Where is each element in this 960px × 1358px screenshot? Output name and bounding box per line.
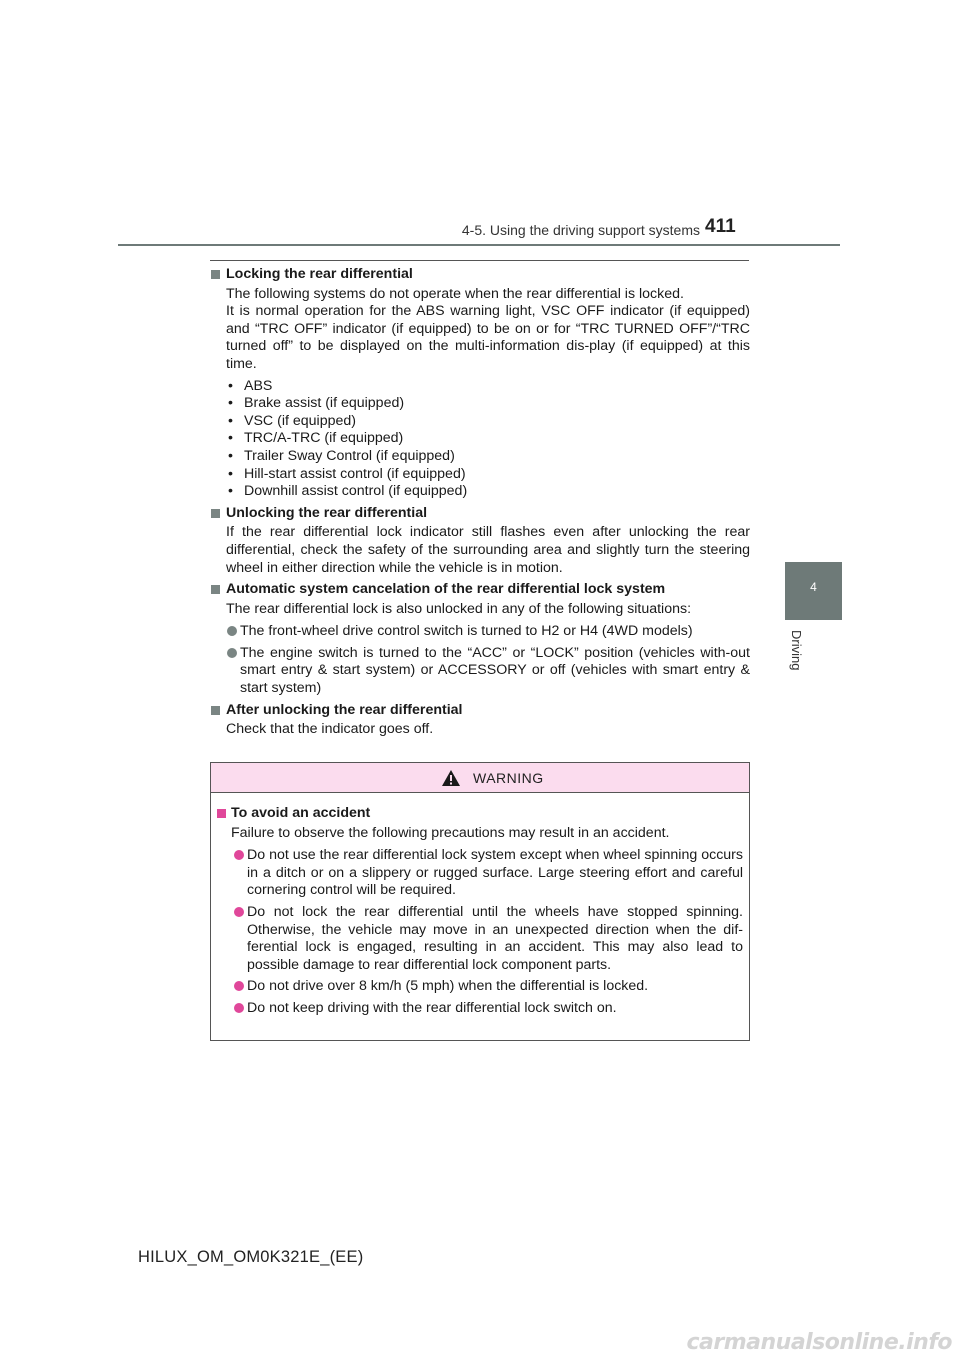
- circle-bullet-icon: [234, 907, 244, 917]
- list-item: • ABS: [228, 377, 273, 394]
- situation-list: [210, 623, 750, 697]
- warning-heading: [217, 805, 743, 823]
- warning-header: [211, 763, 749, 793]
- dot-bullet-icon: •: [228, 465, 233, 482]
- warning-intro: Failure to observe the following precautions may result in an accident.: [231, 824, 670, 841]
- list-item: • Trailer Sway Control (if equipped): [228, 447, 455, 464]
- heading-text: Locking the rear differential: [226, 266, 413, 282]
- paragraph: The rear differential lock is also unlocked in any of the following situations:: [226, 600, 692, 617]
- heading-text: Automatic system cancelation of the rear differential lock system: [226, 581, 666, 598]
- circle-bullet-icon: [234, 1003, 244, 1013]
- section-unlocking: [210, 505, 750, 577]
- list-item: Do not lock the rear differential until the wheels have stopped spinning. Otherwise, the vehicle may move in an unexpected direction when the dif-ferential lock is engaged, resulting in an accident. This may also lead to possible damage to rear differential lock component parts.: [217, 904, 743, 974]
- warning-box: [210, 762, 750, 1041]
- content-top-rule: [210, 260, 749, 261]
- list-item: • Brake assist (if equipped): [228, 395, 405, 412]
- heading-text: To avoid an accident: [231, 805, 371, 821]
- section-title: 4-5. Using the driving support systems: [461, 222, 700, 238]
- square-bullet-icon: [211, 509, 220, 518]
- dot-bullet-icon: •: [228, 447, 233, 464]
- section-heading: [210, 581, 750, 599]
- watermark[interactable]: [686, 1320, 960, 1358]
- list-item: Do not use the rear differential lock system except when wheel spinning occurs in a ditch or on a slippery or rugged surface. Large steering effort and careful cornering control will be required.: [217, 847, 743, 900]
- circle-bullet-icon: [227, 626, 237, 636]
- list-item: The front-wheel drive control switch is turned to H2 or H4 (4WD models): [210, 623, 750, 641]
- dot-bullet-icon: •: [228, 395, 233, 412]
- chapter-label: [788, 630, 808, 690]
- paragraph: It is normal operation for the ABS warning light, VSC OFF indicator (if equipped) and “TRC OFF” indicator (if equipped) to be on or for “TRC TURNED OFF”/“TRC turned off” to be displayed on the multi-information dis-play (if equipped) at this time.: [226, 303, 750, 372]
- chapter-label-text: Driving: [789, 630, 804, 671]
- warning-body: [211, 793, 749, 1018]
- circle-bullet-icon: [234, 981, 244, 991]
- main-content: [210, 266, 750, 743]
- square-bullet-icon: [211, 270, 220, 279]
- square-bullet-icon: [211, 706, 220, 715]
- chapter-number: 4: [810, 580, 817, 594]
- list-item: • TRC/A-TRC (if equipped): [228, 430, 404, 447]
- list-item: Do not drive over 8 km/h (5 mph) when the differential is locked.: [217, 978, 743, 996]
- circle-bullet-icon: [234, 850, 244, 860]
- section-locking: [210, 266, 750, 501]
- list-item: The engine switch is turned to the “ACC” or “LOCK” position (vehicles with-out smart entry & start system) or ACCESSORY or off (vehicles with smart entry & start system): [210, 645, 750, 698]
- section-heading: [210, 505, 750, 523]
- paragraph: The following systems do not operate when the rear differential is locked.: [226, 285, 684, 302]
- dot-bullet-icon: •: [228, 483, 233, 500]
- list-item: • Downhill assist control (if equipped): [228, 483, 468, 500]
- dot-bullet-icon: •: [228, 377, 233, 394]
- square-bullet-icon: [217, 809, 226, 818]
- heading-text: Unlocking the rear differential: [226, 504, 428, 521]
- document-id: HILUX_OM_OM0K321E_(EE): [138, 1248, 364, 1266]
- warning-precautions-list: [217, 847, 743, 1017]
- paragraph: Check that the indicator goes off.: [226, 721, 434, 738]
- paragraph: If the rear differential lock indicator still flashes even after unlocking the rear differential, check the safety of the surrounding area and slightly turn the steering wheel in either direction while the vehicle is in motion.: [226, 524, 750, 576]
- section-auto-cancel: [210, 581, 750, 698]
- affected-systems-list: [210, 378, 750, 501]
- dot-bullet-icon: •: [228, 430, 233, 447]
- section-heading: [210, 266, 750, 284]
- list-item: • VSC (if equipped): [228, 412, 356, 429]
- list-item: Do not keep driving with the rear differential lock switch on.: [217, 1000, 743, 1018]
- list-item: • Hill-start assist control (if equipped): [228, 465, 466, 482]
- warning-label: WARNING: [473, 770, 544, 786]
- header-rule: [118, 244, 840, 246]
- page-number: 411: [705, 216, 736, 237]
- section-heading: [210, 702, 750, 720]
- watermark-text: carmanualsonline.info: [686, 1330, 952, 1355]
- heading-text: After unlocking the rear differential: [226, 701, 463, 718]
- circle-bullet-icon: [227, 648, 237, 658]
- section-after-unlock: [210, 702, 750, 739]
- square-bullet-icon: [211, 585, 220, 594]
- chapter-tab[interactable]: [785, 562, 842, 620]
- warning-triangle-icon: [441, 769, 461, 787]
- dot-bullet-icon: •: [228, 412, 233, 429]
